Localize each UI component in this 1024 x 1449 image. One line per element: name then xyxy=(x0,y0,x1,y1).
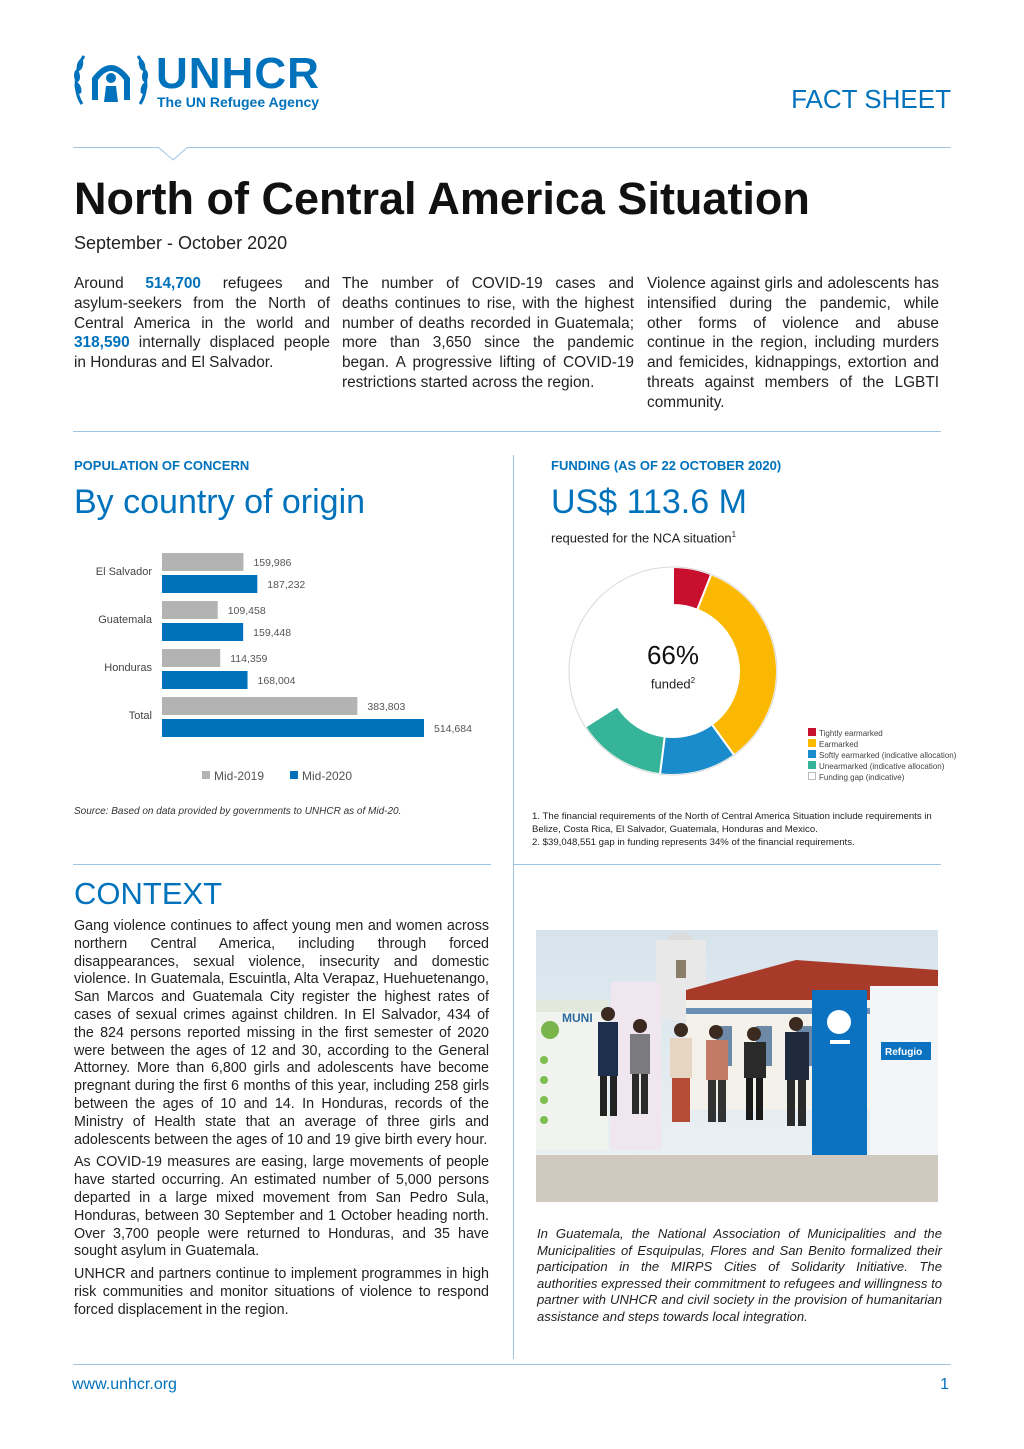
chart-source: Source: Based on data provided by governments to UNHCR as of Mid-20. xyxy=(74,806,402,817)
section-divider xyxy=(514,864,941,865)
legend-swatch xyxy=(808,728,816,736)
bar-mid-2020 xyxy=(162,719,424,737)
refugee-count: 514,700 xyxy=(145,275,201,292)
legend-label: Tightly earmarked xyxy=(819,729,883,738)
data-label: 383,803 xyxy=(367,701,406,713)
chevron-down-icon xyxy=(157,147,189,161)
logo-tagline: The UN Refugee Agency xyxy=(157,94,320,110)
intro-column-3: Violence against girls and adolescents has intensified during the pandemic, while other forms of violence and abuse continue in the region, including murders and femicides, kidnappings, extortion and threats against members of the LGBTI community. xyxy=(647,275,939,411)
legend-swatch xyxy=(290,771,298,779)
category-label: El Salvador xyxy=(95,566,152,578)
footnote-2: 2. $39,048,551 gap in funding represents 34% of the financial requirements. xyxy=(532,837,855,848)
population-bar-chart xyxy=(70,545,490,795)
page-number: 1 xyxy=(940,1376,949,1393)
intro-column-2: The number of COVID-19 cases and deaths continues to rise, with the highest number of deaths recorded in Guatemala; more than 3,650 since the pandemic began. A progressive lifting of COVID-19 restrictions started across the region. xyxy=(342,275,634,391)
idp-count: 318,590 xyxy=(74,334,130,352)
bar-mid-2020 xyxy=(162,623,243,641)
legend-swatch xyxy=(808,750,816,758)
footer-website-link[interactable]: www.unhcr.org xyxy=(72,1376,177,1393)
category-label: Guatemala xyxy=(98,614,152,626)
legend-label: Mid-2019 xyxy=(214,769,265,783)
banner-right-text: Refugio xyxy=(885,1047,923,1058)
data-label: 187,232 xyxy=(267,579,306,591)
donut-legend-item xyxy=(808,739,988,750)
donut-legend-item xyxy=(808,750,988,761)
funded-percentage: 66% xyxy=(646,640,700,670)
legend-label: Mid-2020 xyxy=(302,769,353,783)
funded-label: funded xyxy=(650,676,691,692)
context-paragraph: UNHCR and partners continue to implement programmes in high risk communities and monitor situations of violence to respond forced displacement in the region. xyxy=(74,1266,489,1318)
population-heading: By country of origin xyxy=(74,483,366,521)
event-photo xyxy=(536,930,938,1202)
doc-type-label: FACT SHEET xyxy=(791,84,951,114)
footnote-ref: 2 xyxy=(690,676,696,685)
context-body xyxy=(74,918,489,1325)
data-label: 168,004 xyxy=(257,675,296,687)
footnote-1: 1. The financial requirements of the North of Central America Situation include requirements in Belize, Costa Rica, El Salvador, Guatemala, Honduras and Mexico. xyxy=(532,811,932,835)
funding-section-label: FUNDING (AS OF 22 OCTOBER 2020) xyxy=(551,458,782,473)
legend-swatch xyxy=(808,772,816,780)
context-paragraph: As COVID-19 measures are easing, large movements of people have started occurring. An estimated number of 5,000 persons departed in a large mixed movement from San Pedro Sula, Honduras, between 30 September and 1 October heading north. Over 3,700 people were returned to Honduras, and 35 have sought asylum in Guatemala. xyxy=(74,1154,489,1260)
photo-caption: In Guatemala, the National Association of Municipalities and the Municipalities of Esquipulas, Flores and San Benito formalized their participation in the MIRPS Cities of Solidarity Initiative. The authorities expressed their commitment to refugees and willingness to partner with UNHCR and civil society in the provision of humanitarian assistance and steps towards local integration. xyxy=(537,1226,942,1324)
donut-legend xyxy=(808,728,988,783)
data-label: 159,448 xyxy=(253,627,292,639)
legend-swatch xyxy=(808,739,816,747)
intro-text: internally displaced people in Honduras and El Salvador. xyxy=(74,334,330,372)
donut-legend-item xyxy=(808,728,988,739)
legend-label: Unearmarked (indicative allocation) xyxy=(819,762,945,771)
intro-text: refugees and asylum-seekers from the North of Central America in the world and xyxy=(74,275,331,332)
data-label: 159,986 xyxy=(253,557,292,569)
legend-label: Softly earmarked (indicative allocation) xyxy=(819,751,957,760)
donut-legend-item xyxy=(808,761,988,772)
intro-text: Around xyxy=(74,275,146,292)
funding-footnotes xyxy=(532,810,952,849)
category-label: Total xyxy=(128,710,152,722)
logo-name: UNHCR xyxy=(156,49,320,98)
population-section-label: POPULATION OF CONCERN xyxy=(74,458,250,473)
bar-mid-2019 xyxy=(162,553,243,571)
donut-legend-item xyxy=(808,772,988,783)
bar-mid-2019 xyxy=(162,697,357,715)
bar-mid-2020 xyxy=(162,575,257,593)
legend-label: Earmarked xyxy=(819,740,859,749)
funding-amount: US$ 113.6 M xyxy=(551,483,747,521)
banner-left-text: MUNI xyxy=(562,1011,593,1025)
context-paragraph: Gang violence continues to affect young men and women across northern Central America, including through forced disappearances, sexual violence, insecurity and domestic violence. In Guatemala, Escuintla, Alta Verapaz, Huehuetenango, San Marcos and Guatemala City register the highest rates of cases of sexual crimes against children. In El Salvador, 434 of the 824 persons reported missing in the first semester of 2020 were between the ages of 12 and 30, according to the General Attorney. More than 6,800 girls and adolescents have become pregnant during the first 6 months of this year, including 258 girls between the ages of 10 and 14. In Honduras, records of the Ministry of Health state that an average of three girls and adolescents between the ages of 10 and 19 give birth every hour. xyxy=(74,918,489,1148)
column-divider xyxy=(513,455,514,1359)
footnote-ref: 1 xyxy=(731,530,737,539)
section-divider xyxy=(73,431,941,432)
requested-label: requested for the NCA situation xyxy=(551,530,732,546)
funded-label-wrap xyxy=(633,676,713,691)
unhcr-logo-emblem xyxy=(72,48,150,112)
legend-swatch xyxy=(808,761,816,769)
category-label: Honduras xyxy=(104,662,152,674)
bar-mid-2019 xyxy=(162,601,218,619)
page-title: North of Central America Situation xyxy=(74,173,810,224)
funding-requested-text xyxy=(551,530,736,545)
header-divider xyxy=(73,147,951,148)
data-label: 514,684 xyxy=(434,723,472,735)
data-label: 109,458 xyxy=(227,605,266,617)
section-divider xyxy=(73,864,491,865)
intro-column-1 xyxy=(74,274,330,373)
report-date: September - October 2020 xyxy=(74,233,288,253)
footer-divider xyxy=(73,1364,951,1365)
legend-swatch xyxy=(202,771,210,779)
data-label: 114,359 xyxy=(230,653,268,665)
legend-label: Funding gap (indicative) xyxy=(819,773,905,782)
context-heading: CONTEXT xyxy=(74,876,223,911)
bar-mid-2019 xyxy=(162,649,220,667)
bar-mid-2020 xyxy=(162,671,248,689)
funding-donut-chart xyxy=(560,558,786,784)
